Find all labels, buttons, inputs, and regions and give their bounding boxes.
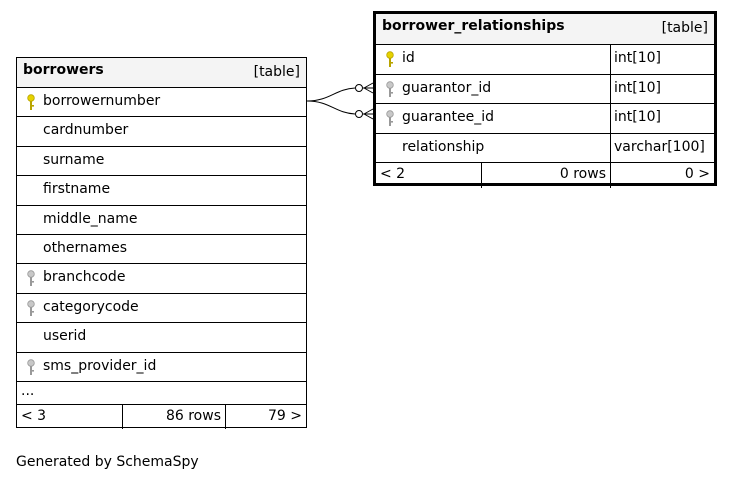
relationship-guarantee[interactable]	[307, 101, 373, 119]
column-type: int[10]	[610, 104, 661, 133]
column-name: userid	[43, 328, 87, 345]
column-name: cardnumber	[43, 122, 129, 139]
column-name: othernames	[43, 239, 128, 256]
column-name: branchcode	[43, 269, 126, 286]
ellipsis-text: ...	[21, 382, 35, 399]
parents-count-link[interactable]: < 2	[376, 163, 482, 188]
row-count: 0 rows	[482, 163, 611, 188]
column-name: relationship	[402, 138, 485, 155]
children-count-link[interactable]: 0 >	[684, 166, 710, 182]
table-name: borrower_relationships	[382, 18, 565, 34]
table-name: borrowers	[23, 62, 104, 78]
generated-by-credit: Generated by SchemaSpy	[16, 454, 199, 470]
column-name: guarantor_id	[402, 79, 492, 96]
row-count: 86 rows	[123, 405, 226, 429]
column-name: firstname	[43, 181, 111, 198]
column-name: surname	[43, 151, 105, 168]
column-name: borrowernumber	[43, 93, 161, 109]
column-name: middle_name	[43, 210, 138, 227]
column-name: categorycode	[43, 298, 139, 315]
table-type: [table]	[253, 64, 300, 80]
children-count-link[interactable]: 79 >	[268, 407, 302, 424]
column-type: varchar[100]	[610, 134, 705, 163]
column-name: id	[402, 50, 415, 66]
table-type: [table]	[661, 20, 708, 36]
relationship-guarantor[interactable]	[307, 83, 373, 101]
column-name: guarantee_id	[402, 109, 495, 125]
parents-count-link[interactable]: < 3	[17, 405, 123, 429]
column-name: sms_provider_id	[43, 357, 157, 374]
column-type: int[10]	[610, 45, 661, 74]
column-type: int[10]	[610, 75, 661, 104]
